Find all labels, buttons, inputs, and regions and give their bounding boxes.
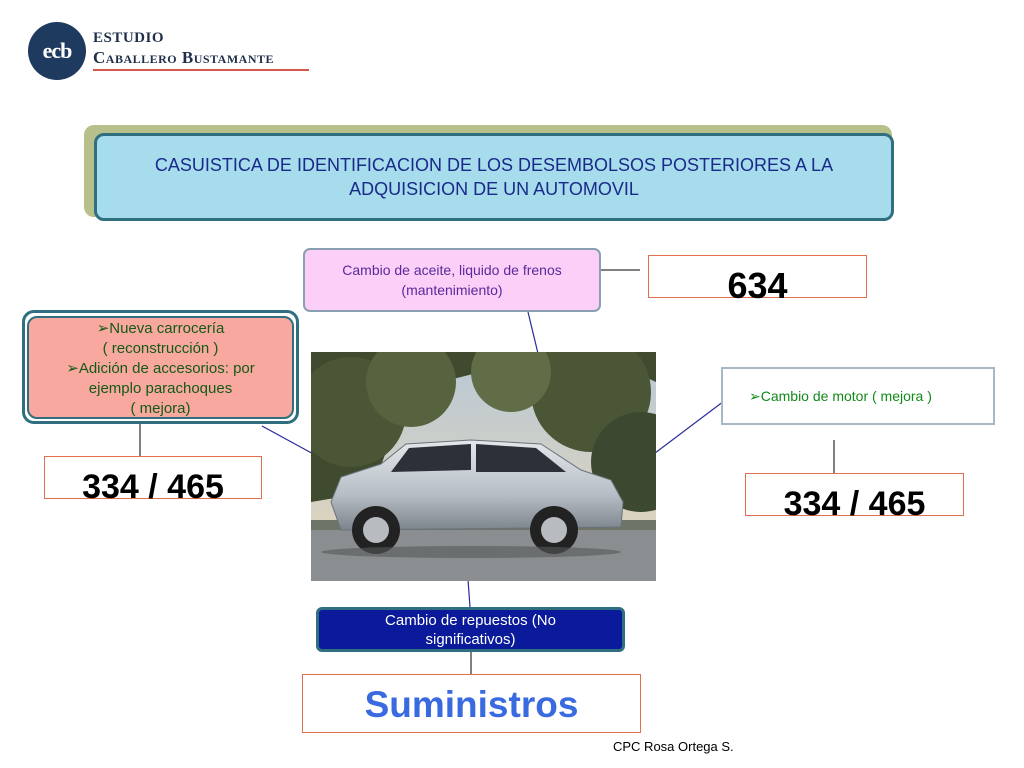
- motor-box: [721, 367, 995, 425]
- carroceria-line-3: ➢Adición de accesorios: por: [66, 360, 255, 377]
- carroceria-line-4: ejemplo parachoques: [88, 380, 233, 397]
- carroceria-box: [27, 316, 294, 419]
- logo-mark: ecb: [28, 22, 86, 80]
- repuestos-line-1: Cambio de repuestos (No: [385, 612, 556, 629]
- motor-text: ➢Cambio de motor ( mejora ): [749, 388, 932, 404]
- repuestos-box: [316, 607, 625, 652]
- slide-title: CASUISTICA DE IDENTIFICACION DE LOS DESEMBOLSOS POSTERIORES A LA ADQUISICION DE UN AUTOMOVIL: [154, 155, 834, 199]
- logo-underline: [93, 69, 309, 71]
- logo-text-line1: ESTUDIO: [93, 30, 165, 46]
- carroceria-line-2: ( reconstrucción ): [102, 340, 219, 357]
- car-photo: [311, 352, 656, 581]
- repuestos-line-2: significativos): [425, 631, 516, 648]
- number-box-carroceria: 334 / 465: [44, 456, 262, 499]
- mantenimiento-text: Cambio de aceite, liquido de frenos (mantenimiento): [342, 262, 562, 298]
- carroceria-line-1: ➢Nueva carrocería: [96, 320, 225, 337]
- title-box: [94, 133, 894, 221]
- number-box-motor: 334 / 465: [745, 473, 964, 516]
- mantenimiento-box: [303, 248, 601, 312]
- carroceria-line-5: ( mejora): [130, 400, 191, 417]
- number-box-mantenimiento: 634: [648, 255, 867, 298]
- suministros-box: Suministros: [302, 674, 641, 733]
- logo-text-line2: Caballero Bustamante: [93, 48, 274, 67]
- footer-author: CPC Rosa Ortega S.: [613, 739, 734, 754]
